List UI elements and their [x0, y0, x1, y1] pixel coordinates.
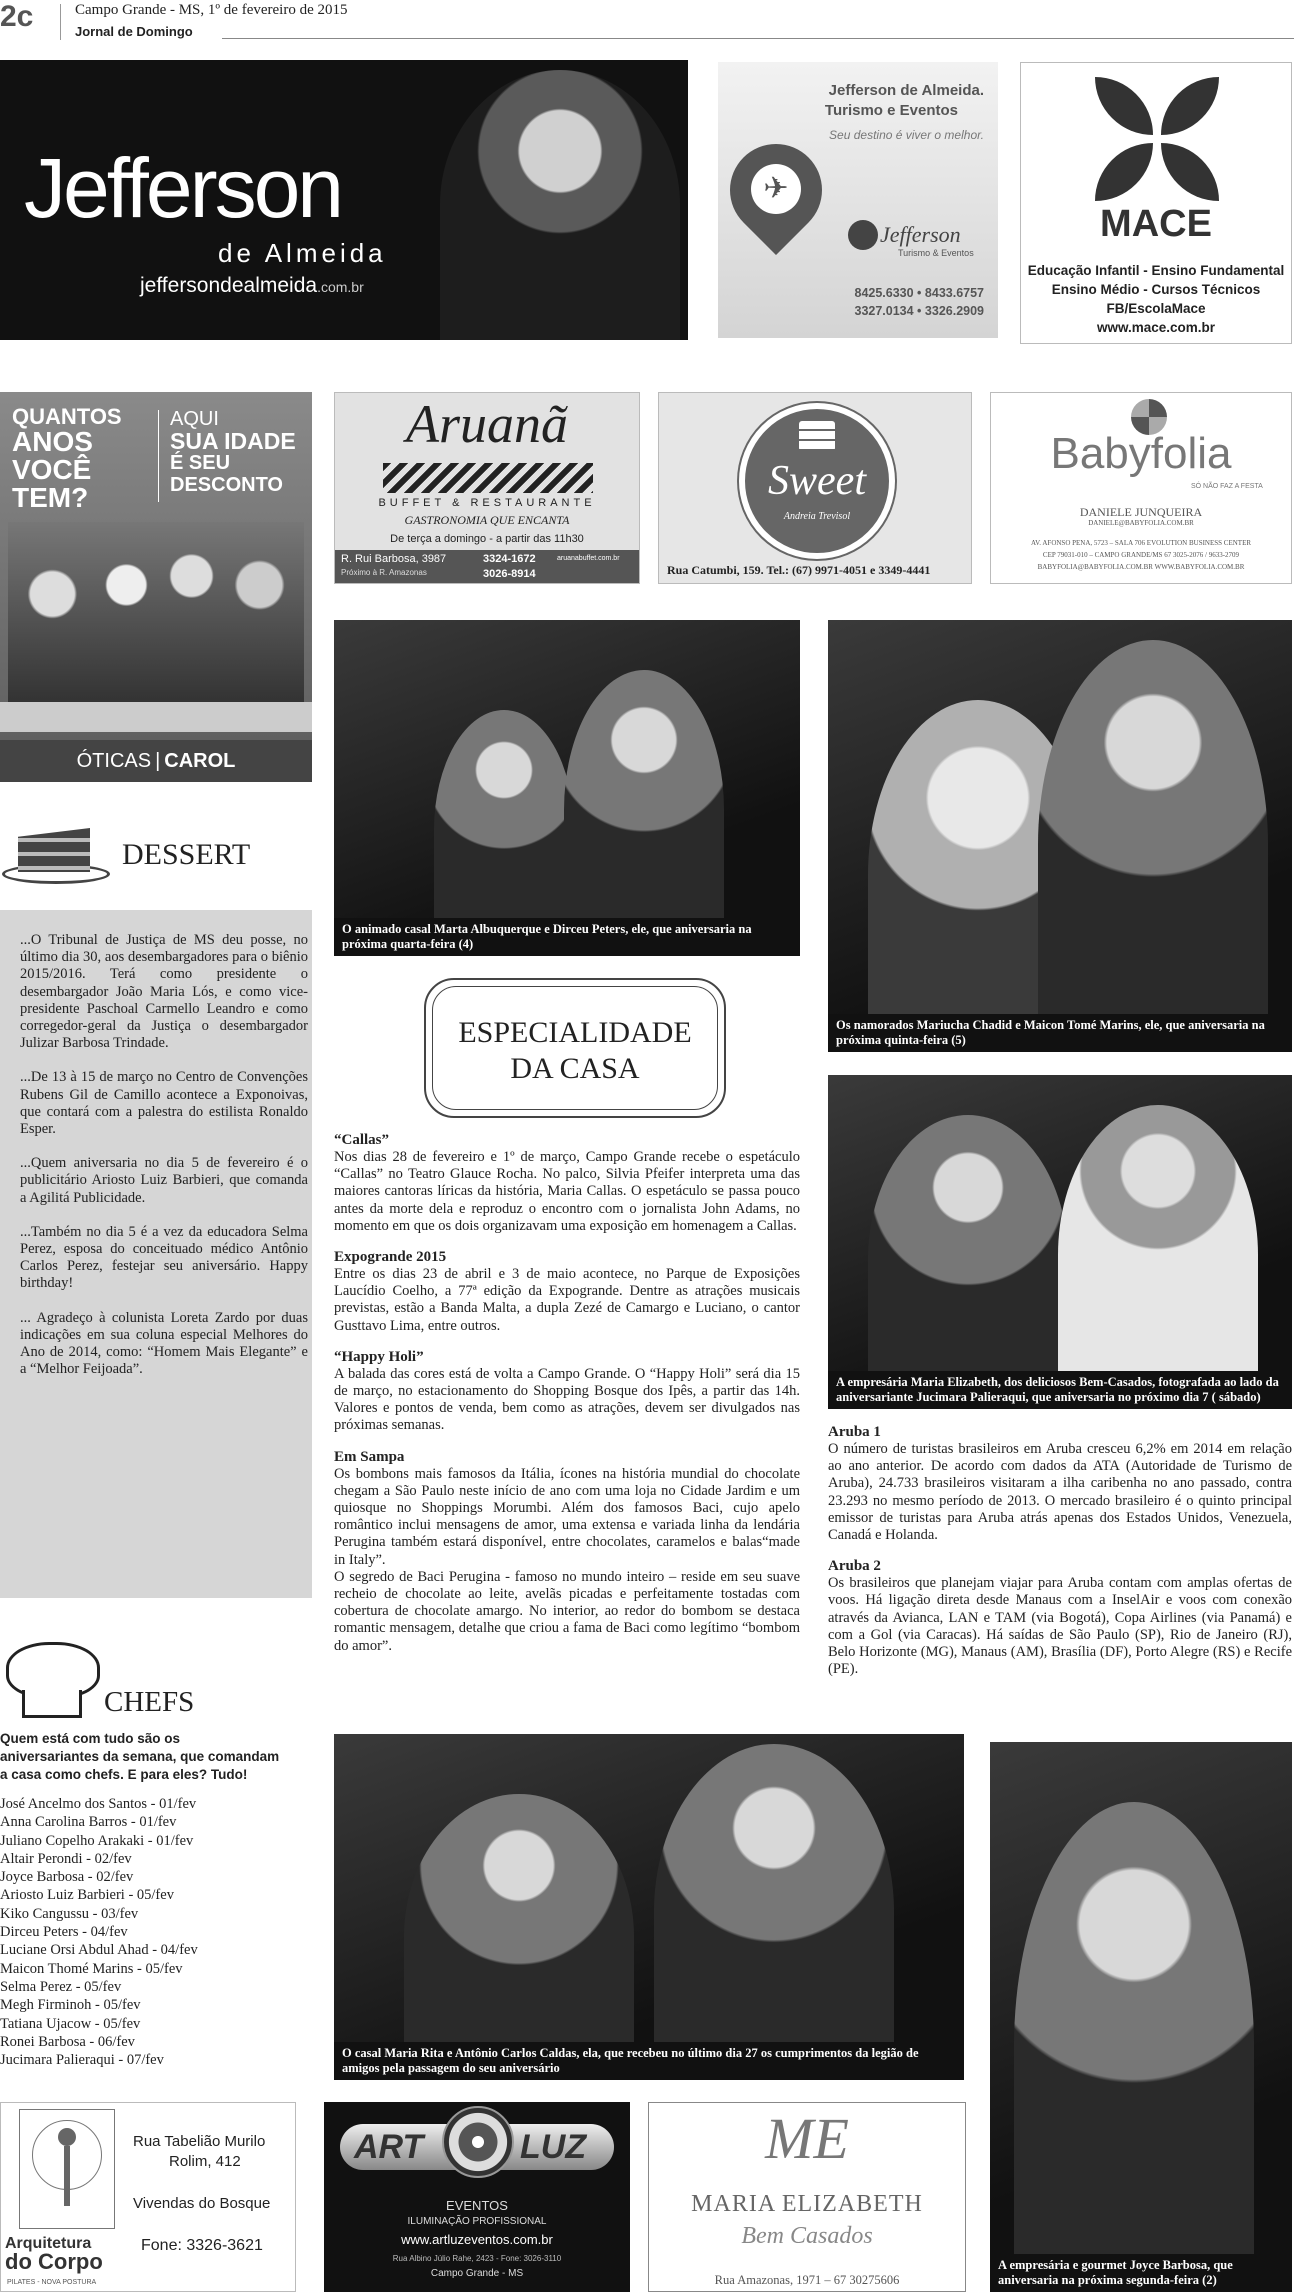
aruana-tag: GASTRONOMIA QUE ENCANTA [404, 513, 570, 527]
artluz-name-1: ART [354, 2128, 424, 2166]
photo-marta-dirceu [334, 620, 800, 956]
arquitetura-name: Arquitetura do Corpo [5, 2235, 103, 2274]
globe-icon [848, 220, 878, 250]
arquitetura-tag: PILATES - NOVA POSTURA [7, 2279, 97, 2286]
artluz-site: www.artluzeventos.com.br [401, 2232, 553, 2247]
arquitetura-addr-2: Rolim, 412 [169, 2153, 241, 2170]
arquitetura-phone: Fone: 3326-3621 [141, 2237, 263, 2254]
oticas-carol-ad [0, 392, 312, 782]
aruana-name: Aruanã [406, 394, 568, 454]
jefferson-url: jeffersondealmeida.com.br [140, 274, 364, 297]
aruana-hours: De terça a domingo - a partir das 11h30 [390, 533, 584, 545]
chefs-title: CHEFS [104, 1686, 195, 1718]
maria-elizabeth-name: MARIA ELIZABETH [691, 2191, 923, 2217]
photo-maria-jucimara [828, 1075, 1292, 1409]
airplane-icon: ✈ [751, 164, 801, 214]
date-line: Campo Grande - MS, 1º de fevereiro de 2015 [75, 2, 348, 18]
article-heading: Expogrande 2015 [334, 1249, 447, 1266]
artluz-line-2: ILUMINAÇÃO PROFISSIONAL [407, 2216, 547, 2227]
chefs-list [0, 1795, 312, 2069]
compass-star-icon [442, 2106, 514, 2178]
section-name: Jornal de Domingo [75, 24, 193, 39]
maria-elizabeth-sub: Bem Casados [741, 2223, 873, 2249]
dessert-paragraph: ...De 13 à 15 de março no Centro de Convenções Rubens Gil de Camillo acontece a Exponoivas, que contará com a palestra do estilista Ronaldo Esper. [20, 1069, 308, 1138]
turismo-title2: Turismo e Eventos [824, 102, 958, 119]
dessert-paragraph: ... Agradeço à colunista Loreta Zardo por duas indicações em sua coluna especial Melhores do Ano de 2014, como: “Homem Mais Elegante” e a “Melhor Feijoada”. [20, 1309, 308, 1378]
list-item: Kiko Cangussu - 03/fev [0, 1905, 139, 1922]
dessert-paragraph: ...Também no dia 5 é a vez da educadora Selma Perez, esposa do conceituado médico Antônio Carlos Perez, festejar seu aniversário. Happy birthday! [20, 1223, 308, 1292]
article-heading: Aruba 1 [828, 1424, 881, 1440]
photo-caption: A empresária Maria Elizabeth, dos deliciosos Bem-Casados, fotografada ao lado da aniversariante Jucimara Palieraqui, que aniversaria no próximo dia 7 ( sábado) [828, 1371, 1292, 1409]
arquitetura-addr-1: Rua Tabelião Murilo [133, 2133, 266, 2150]
cake-slice-icon [2, 824, 110, 886]
artluz-line-1: EVENTOS [446, 2198, 508, 2213]
especialidade-article [334, 1118, 800, 1655]
mace-clover-icon [1095, 77, 1219, 201]
vitruvian-icon [19, 2109, 115, 2229]
oticas-answer: AQUI SUA IDADE É SEU DESCONTO [170, 408, 296, 496]
babyfolia-name: Babyfolia [1050, 429, 1232, 478]
mace-line-4: www.mace.com.br [1096, 320, 1216, 335]
mace-line-1: Educação Infantil - Ensino Fundamental [1027, 263, 1285, 278]
list-item: Jucimara Palieraqui - 07/fev [0, 2052, 164, 2069]
dessert-paragraph: ...Quem aniversaria no dia 5 de fevereiro é o publicitário Ariosto Luiz Barbieri, que comanda a Agilitá Publicidade. [20, 1155, 308, 1206]
maria-elizabeth-ad [648, 2102, 966, 2292]
cake-icon [799, 421, 835, 451]
arquitetura-addr-3: Vivendas do Bosque [133, 2195, 271, 2212]
chefs-header [0, 1636, 312, 1726]
aruana-phone-1: 3324-1672 [483, 553, 536, 565]
artluz-ad [324, 2102, 630, 2292]
jefferson-turismo-ad [718, 62, 998, 338]
article-body: Nos dias 28 de fevereiro e 1º de março, Campo Grande recebe o espetáculo “Callas” no Teatro Glauce Rocha. No palco, Silvia Pfeifer interpreta uma das maiores cantoras líricas da história, Maria Callas. O espetáculo se passa pouco antes da morte dela e reproduz o encontro com o jornalista John Adams, no momento em que os dois organizavam uma exposição em homenagem a Callas. [334, 1149, 800, 1234]
especialidade-title-2: DA CASA [510, 1052, 640, 1085]
article-body: Os bombons mais famosos da Itália, ícones na história mundial do chocolate chegam a São Paulo neste início de ano com uma loja no Cidade Jardim e um quiosque no Shoppings Morumbi. Além dos famosos Baci, cujo apelo romântico inclui mensagens de amor, uma extensa e variada linha da lendária Perugina também estará disponível, entre chocolates, caramelos e balas“made in Italy”. [334, 1465, 800, 1568]
babyfolia-address-2: CEP 79031-010 – CAMPO GRANDE/MS 67 3025-2076 / 9633-2709 [1042, 551, 1240, 559]
jefferson-banner-ad [0, 60, 688, 340]
article-body: Os brasileiros que planejam viajar para Aruba contam com amplas ofertas de voos. Há ligação direta desde Manaus com a InselAir e voos com conexão através da Avianca, LAN e TAM (via Bogotá), Copa Airlines (via Panamá) e com a Gol (via Caracas). Há saídas de São Paulo (SP), Rio de Janeiro (RJ), Belo Horizonte (MG), Manaus (AM), Brasília (DF), Porto Alegre (RS) e Recife (PE). [828, 1575, 1292, 1678]
oticas-brand: ÓTICAS | CAROL [76, 750, 236, 772]
jefferson-portrait [440, 70, 680, 340]
mace-ad [1020, 62, 1292, 344]
photo-maria-rita-antonio [334, 1734, 964, 2080]
mace-name: MACE [1100, 203, 1212, 245]
aruana-site: aruanabuffet.com.br [557, 555, 620, 562]
list-item: Megh Firminoh - 05/fev [0, 1997, 141, 2014]
article-body: O segredo de Baci Perugina - famoso no mundo inteiro – reside em seu suave recheio de chocolate ao leite, avelãs picadas e perfeitamente tostadas com cobertura de chocolate amargo. No interior, ao redor do bombom se destaca romantic mensagem, detalhe que criou a fama de Baci como legítimo “bombom do amor”. [334, 1568, 800, 1654]
article-heading: “Happy Holi” [334, 1348, 424, 1365]
artluz-name-2: LUZ [520, 2128, 587, 2166]
list-item: Maicon Thomé Marins - 05/fev [0, 1960, 183, 1977]
article-heading: Aruba 2 [828, 1558, 881, 1575]
babyfolia-ad [990, 392, 1292, 584]
aruana-pattern [383, 463, 593, 493]
list-item: Altair Perondi - 02/fev [0, 1850, 132, 1867]
aruana-sub: BUFFET & RESTAURANTE [378, 497, 596, 509]
dessert-paragraph: ...O Tribunal de Justiça de MS deu posse, no último dia 30, aos desembargadores para o biênio 2015/2016. Terá como presidente o desembargador João Maria Lós, e como vice-presidente Paschoal Carmello Leandro e como corregedor-geral da Justiça o desembargador Julizar Barbosa Trindade. [20, 932, 308, 1052]
list-item: Juliano Copelho Arakaki - 01/fev [0, 1832, 194, 1849]
artluz-address: Rua Albino Júlio Rahe, 2423 - Fone: 3026-3110 [392, 2254, 562, 2263]
oticas-divider [158, 410, 159, 502]
oticas-question: QUANTOS ANOS VOCÊ TEM? [12, 404, 122, 513]
header-rule [222, 38, 1294, 39]
sweet-name: Sweet [768, 458, 866, 504]
artluz-city: Campo Grande - MS [430, 2268, 524, 2279]
aruana-ad [334, 392, 640, 584]
maria-elizabeth-monogram: ME [765, 2106, 849, 2171]
turismo-logo-name: Jefferson [880, 222, 961, 247]
turismo-title: Jefferson de Almeida. [828, 82, 984, 99]
page-header [0, 0, 1302, 44]
list-item: Ronei Barbosa - 06/fev [0, 2033, 135, 2050]
arquitetura-do-corpo-ad [0, 2102, 296, 2292]
aruana-phone-2: 3026-8914 [483, 568, 536, 580]
oticas-models-photo [8, 522, 304, 702]
list-item: Joyce Barbosa - 02/fev [0, 1869, 134, 1886]
especialidade-badge [424, 978, 726, 1118]
photo-joyce-barbosa [990, 1742, 1292, 2292]
dessert-box [0, 910, 312, 1598]
list-item: Tatiana Ujacow - 05/fev [0, 2015, 141, 2032]
photo-caption: O animado casal Marta Albuquerque e Dirceu Peters, ele, que aniversaria na próxima quarta-feira (4) [334, 918, 800, 956]
turismo-phones-1: 8425.6330 • 8433.6757 [854, 286, 984, 300]
mace-line-2: Ensino Médio - Cursos Técnicos [1051, 282, 1261, 297]
article-body: O número de turistas brasileiros em Aruba cresceu 6,2% em 2014 em relação ao ano anterior. De acordo com dados da ATA (Autoridade de Turismo de Aruba), 24.733 brasileiros visitaram a ilha caribenha no ano passado, contra 23.293 no mesmo período de 2013. O mercado brasileiro é o quinto principal emissor de turistas para Aruba atrás apenas dos Estados Unidos, Venezuela, Canadá e Holanda. [828, 1441, 1292, 1544]
jefferson-logo-name: Jefferson [24, 141, 341, 235]
aruana-near: Próximo à R. Amazonas [341, 568, 427, 577]
list-item: Dirceu Peters - 04/fev [0, 1924, 128, 1941]
especialidade-title-1: ESPECIALIDADE [458, 1016, 692, 1049]
turismo-phones-2: 3327.0134 • 3326.2909 [854, 304, 984, 318]
turismo-logo-sub: Turismo & Eventos [898, 248, 974, 258]
turismo-slogan: Seu destino é viver o melhor. [829, 128, 984, 142]
list-item: Luciane Orsi Abdul Ahad - 04/fev [0, 1942, 198, 1959]
list-item: Anna Carolina Barros - 01/fev [0, 1814, 177, 1831]
babyfolia-address: AV. AFONSO PENA, 5723 – SALA 706 EVOLUTION BUSINESS CENTER [1030, 539, 1252, 547]
dessert-title: DESSERT [122, 838, 251, 871]
list-item: José Ancelmo dos Santos - 01/fev [0, 1796, 197, 1812]
oticas-discount-strip [0, 702, 312, 732]
dessert-header [0, 816, 312, 886]
photo-caption: Os namorados Mariucha Chadid e Maicon Tomé Marins, ele, que aniversaria na próxima quinta-feira (5) [828, 1014, 1292, 1052]
sweet-sub: Andreia Trevisol [783, 511, 851, 522]
list-item: Selma Perez - 05/fev [0, 1978, 122, 1995]
photo-mariucha-maicon [828, 620, 1292, 1052]
list-item: Ariosto Luiz Barbieri - 05/fev [0, 1887, 174, 1904]
page-number: 2c [0, 0, 34, 33]
chef-hat-icon [0, 1636, 104, 1722]
babyfolia-email: DANIELE@BABYFOLIA.COM.BR [1088, 519, 1194, 527]
mace-line-3: FB/EscolaMace [1106, 301, 1206, 316]
sweet-ad [658, 392, 972, 584]
jefferson-logo-sub: de Almeida [218, 238, 387, 268]
maria-elizabeth-address: Rua Amazonas, 1971 – 67 30275606 [714, 2273, 900, 2287]
article-body: Entre os dias 23 de abril e 3 de maio acontece, no Parque de Exposições Laucídio Coelho, a 77ª edição da Expogrande. Dentre as atrações musicais previstas, estão a Banda Malta, a dupla Zezé de Camargo e Luciano, o cantor Gusttavo Lima, entre outros. [334, 1266, 800, 1334]
photo-caption: O casal Maria Rita e Antônio Carlos Caldas, ela, que recebeu no último dia 27 os cumprimentos da legião de amigos pela passagem do seu aniversário [334, 2042, 964, 2080]
article-body: A balada das cores está de volta a Campo Grande. O “Happy Holi” será dia 15 de março, no estacionamento do Shopping Bosque dos Ipês, a partir das 14h. Valores e pontos de venda, bem como as atrações, devem ser divulgados nas próximas semanas. [334, 1365, 800, 1434]
chefs-intro: Quem está com tudo são os aniversariantes da semana, que comandam a casa como chefs. E para eles? Tudo! [0, 1731, 280, 1782]
aruana-address: R. Rui Barbosa, 3987 [341, 553, 447, 565]
sweet-address: Rua Catumbi, 159. Tel.: (67) 9971-4051 e 3349-4441 [667, 563, 931, 577]
babyfolia-web: BABYFOLIA@BABYFOLIA.COM.BR WWW.BABYFOLIA.COM.BR [1037, 563, 1245, 571]
photo-caption: A empresária e gourmet Joyce Barbosa, que aniversaria na próxima segunda-feira (2) [990, 2254, 1292, 2292]
article-heading: Em Sampa [334, 1448, 405, 1465]
article-heading: “Callas” [334, 1132, 390, 1148]
header-divider [60, 4, 61, 40]
aruba-article [828, 1424, 1292, 1678]
babyfolia-sub: SÓ NÃO FAZ A FESTA [1191, 483, 1263, 490]
babyfolia-person: DANIELE JUNQUEIRA [1079, 505, 1203, 519]
